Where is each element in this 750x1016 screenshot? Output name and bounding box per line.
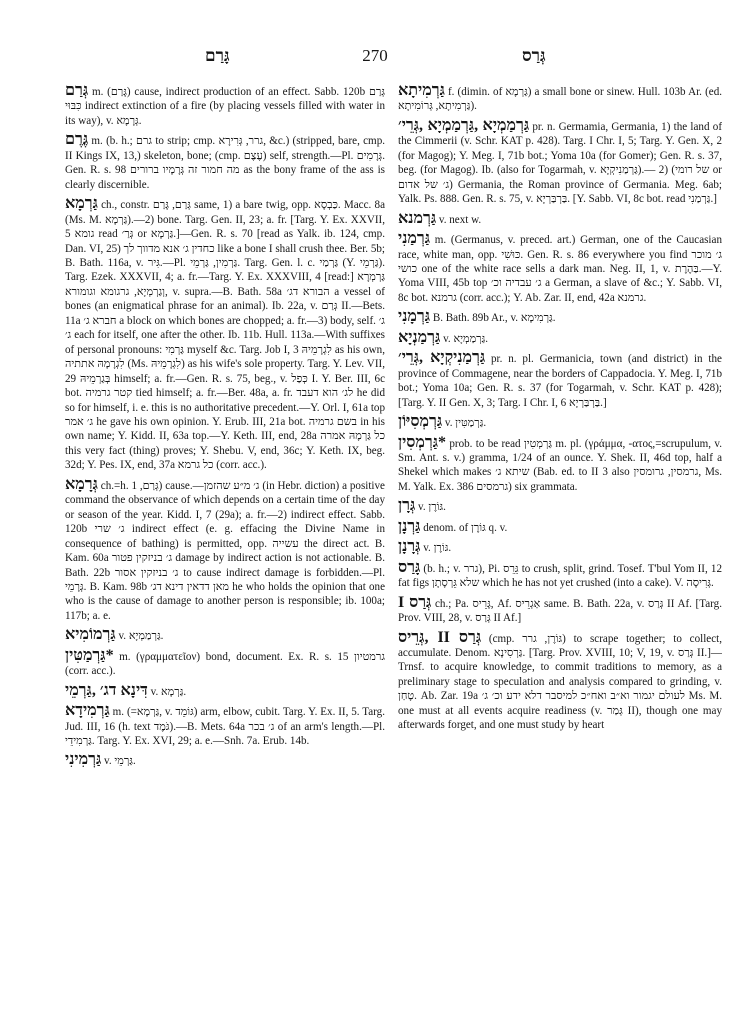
entry-definition: m. (=גַּרְמָא, v. גּוֹמֵד) arm, elbow, cubit. Targ. Y. Ex. II, 5. Targ. Jud. III, 16 (h. text גֹּמֶד).—B. Mets. 64a ג׳ בכר of an arm's length.—Pl. גַּרְמִידֵי. Targ. Y. Ex. XVI, 29; a. e.—Snh. 7a. Erub. 14b. <box>65 706 385 748</box>
dictionary-entry <box>398 328 722 346</box>
dictionary-entry <box>65 197 385 473</box>
entry-headword: *גַּרְמַטִּין <box>65 646 114 664</box>
entry-headword: גְּרַם <box>65 84 89 99</box>
entry-headword: גַּרְמִינִי <box>65 751 102 769</box>
entry-headword: גַּרְמְסִיּוֹן <box>398 413 443 431</box>
page-number: 270 <box>362 46 388 65</box>
entry-definition: ch.; Pa. גָּרֵיס, Af. אַגְרֵיס same. B. Bath. 22a, v. גְּרַס II Af. [Targ. Prov. VIII, 28, v. גְּרַס II Af.] <box>398 597 722 625</box>
dictionary-entry <box>398 209 722 227</box>
dictionary-entry <box>398 593 722 626</box>
dictionary-entry <box>65 681 385 699</box>
entry-headword: גְּרָנָן <box>398 538 421 556</box>
running-header <box>0 46 750 70</box>
dictionary-entry <box>398 116 722 207</box>
dictionary-entry <box>65 628 385 643</box>
entry-headword: גַּרְמוֹמִיא <box>65 626 116 644</box>
entry-definition: v. גַּרְמַמְיָא. <box>443 332 489 345</box>
dictionary-entry <box>398 540 722 555</box>
entry-headword: גַּרְמָא <box>65 195 98 213</box>
entry-definition: v. גַּרְמָא. <box>150 685 187 698</box>
entry-definition: pr. n. Germamia, Germania, 1) the land of the Cimmerii (v. Schr. KAT p. 428). Targ. I Chr. I, 5; Targ. Y. Gen. X, 2 (for Magog); Y. Meg. I, 71b bot.; Yoma 10a (for Gomer); Gen. R. s. 37, beg. (for Magog). Ib. (also for Togarmah, v. גַּרְמַנִיקְיָא).— 2) (של רומי or ג׳ של אדום) Germania, the Roman province of Germania. Meg. 6ab; Yalk. Ps. 888. Gen. R. s. 75, v. בַּרְבַּרְיָא. [Y. Sabb. VI, 8c bot. read גַּרְמַנִי.] <box>398 120 722 206</box>
entry-definition: m. (Germanus, v. preced. art.) German, one of the Caucasian race, white man, opp. כּוּשִׁי. Gen. R. s. 86 everywhere you find ג׳ מוכר כושי one of the white race sells a dark man. Neg. II, 1, v. בַּהֶרֶת.—Y. Yoma VIII, 45b top ג׳ עבדיה וכ׳ a German, a slave of &c.; Y. Sabb. VI, 8c bot. גרמנא (corr. acc.); Y. Ab. Zar. II, end, 42a גרמנא. <box>398 234 722 304</box>
entry-headword: גְּרָן <box>398 497 416 515</box>
left-column <box>65 84 385 1004</box>
entry-definition: m. (γραμματεῖον) bond, document. Ex. R. s. 15 גרמטיון (corr. acc.). <box>65 650 385 678</box>
entry-headword: *גַּרְמְסִין <box>398 433 446 451</box>
entry-headword: גַּרְנָן <box>398 517 421 535</box>
entry-definition: v. גּוֹרֶן. <box>423 542 452 555</box>
entry-definition: v. גַּרְמַטִּין. <box>444 417 487 430</box>
entry-definition: pr. n. pl. Germanicia, town (and district) in the province of Commagene, near the borders of Cappadocia. Y. Meg. I, 71b bot.; Yoma 10a; Gen. R. s. 37 (for Togarmah, v. Schr. KAT p. 428); [Targ. Y. II Gen. X, 3; Targ. I Chr. I, 6 בַּרְבַּרְיָא.] <box>398 353 722 409</box>
entry-headword: גַּרְמַנִי <box>398 230 431 248</box>
dictionary-entry <box>398 84 722 114</box>
entry-headword: גַּרְמִיתָא <box>398 84 445 99</box>
entry-definition: m. (גָּרַם) cause, indirect production of an effect. Sabb. 120b גְּרַם כִּבּוּי indirect extinction of a fire (by placing vessels filled with water in its way), v. גְּרָמָא. <box>65 86 385 127</box>
dictionary-entry <box>65 84 385 128</box>
entry-definition: v. next w. <box>438 213 482 226</box>
header-right-guide-word: גְּרַס <box>522 46 546 65</box>
entry-definition: ch., constr. גְּרַם, גָּרַם same, 1) a bare twig, opp. כַּבְסָא. Macc. 8a (Ms. M. גַּרְמָא).—2) bone. Targ. Gen. II, 23; a. fr. [Targ. Y. Ex. XXVII, 5 גומא read גְּרַ׳ or גַּרְמָא.]—Gen. R. s. 70 [read as Yalk. ib. 124, cmp. Dan. VI, 25) כחדין ג׳ אנא מדווך לך like a bone I shall crush thee. Ber. 5b; B. Bath. 116a, v. גִּיר.—Pl. גַּרְמִין, גַּרְמֵי. Targ. Gen. l. c. גַּרְמַי (Y. גַּרְמֵי). Targ. Ezek. XXXVII, 4; a. fr.—Targ. Y. Ex. XXXVIII, 4 [read:] גַּרְמְרָא וְגַרְמְיָא, גרגומא וגומורא, v. supra.—B. Bath. 58a הבורא דג׳ a vessel of bones (an enigmatical phrase for an animal). Ib. 22a, v. גְּרַם II.—Bets. 11a חברא ג׳ a block on which bones are chopped; a. fr.—3) body, self. ג׳ ג׳ each for itself, one after the other. Ib. 11b. Hull. 113a.—With suffixes of personal pronouns: גַּרְמִי myself &c. Targ. Job I, 3 לִגְרָמֵיהּ as his own, לִגְרָמָהּ אתתיה (Ms. לִגְרָמֵיהּ) as his wife's sole property. Targ. Y. Lev. VII, 29 בְּגַרְמֵיהּ himself; a. fr.—Gen. R. s. 75, beg., v. כְּפַל I. Y. Ber. III, 6c bot. קטר גרמיה tied himself; a. fr.—Ber. 48a, a. fr. לג׳ הוא דעבד he did so for himself, i. e. this is no authoritative precedent.—Y. Orl. I, 61a top ג׳ אמר he gave his own opinion. Y. Erub. III, 21a bot. בשם גרמיה in his own name; Y. Kidd. II, 63a top.—Y. Keth. III, end, 28a כל גַּרְמָהּ אמרה this very fact (thing) proves; Y. Shebu. V, end, 36c; Y. Keth. IX, beg. 32d; Y. Pes. IX, end, 37a כל גרמא (corr. acc.). <box>65 199 385 472</box>
dictionary-entry <box>65 753 385 768</box>
entry-headword: גְּרָמָא <box>65 475 98 493</box>
header-left-guide-word: גָּרַם <box>205 46 230 65</box>
dictionary-entry <box>398 415 722 430</box>
entry-definition: v. גּוֹרֶן. <box>418 501 446 514</box>
entry-headword: גְּרַס I <box>398 593 432 611</box>
dictionary-entry <box>65 475 385 624</box>
right-column <box>398 84 722 1004</box>
entry-headword: גַּרְמַנִיקְיָא ,גְּרֵי׳ <box>398 349 486 367</box>
entry-headword: גַּרְמִידָא <box>65 702 110 720</box>
entry-definition: v. גַּרְמַמְיָא. <box>118 630 164 643</box>
dictionary-entry <box>398 433 722 495</box>
dictionary-entry <box>65 704 385 748</box>
dictionary-entry <box>398 351 722 410</box>
entry-definition: ch.=h. גְּרַם, 1) cause.—ג׳ מ״ע שהזמן (in Hebr. diction) a positive command the observance of which depends on a certain time of the day or season of the year. Kidd. I, 7 (29a); a. fr.—2) indirect effect. Sabb. 120b ג׳ שרי indirect effect (e. g. effacing the Divine Name in consequence of bathing) is permitted, opp. עשייה the direct act. B. Kam. 60a ג׳ בניזקין פטור damage by indirect action is not actionable. B. Bath. 22b ג׳ בניזקין אסור to cause indirect damage is forbidden.—Pl. גְּרָמֵי. B. Kam. 98b מאן דדאין דינא דג׳ he who holds the opinion that one who is the cause of damage to another person is responsible; ib. 100a; 117b; a. e. <box>65 479 385 622</box>
entry-headword: גַּרְמַנְיָא <box>398 328 441 346</box>
dictionary-entry <box>398 517 722 535</box>
dictionary-entry <box>398 628 722 733</box>
entry-headword: גֶּרֶם <box>65 131 89 149</box>
entry-headword: גָּרַס <box>398 558 421 576</box>
entry-headword: גַּרְמָנִי <box>398 308 431 326</box>
entry-definition: prob. to be read גַּרְמְטִין m. pl. (γράμμα, -ατος,=scrupulum, v. Sm. Ant. s. v.) gramma, 1/24 of an ounce. Y. Shek. II, 46d top, half a Shekel which makes שיתא ג׳ (Bab. ed. to II 3 also גרמסין, גרומסין, Ms. M. Yalk. Ex. 386 גרמסים) six grammata. <box>398 437 722 493</box>
entry-definition: f. (dimin. of גַּרְמָא) a small bone or sinew. Hull. 103b Ar. (ed. גַּרְמִיתָא, גְּרוֹמִיתָא). <box>398 86 722 113</box>
entry-headword: דִּינָא דג׳ ,גַּרְמֵי <box>65 681 148 699</box>
dictionary-entry <box>398 499 722 514</box>
entry-definition: denom. of גּוֹרֶן q. v. <box>423 521 508 534</box>
dictionary-entry <box>398 232 722 305</box>
entry-definition: v. גַּרְמֵי. <box>104 755 136 768</box>
dictionary-entry <box>65 646 385 679</box>
entry-headword: גַּרְמַמְיָא ,גַּרְמַמְיָא ,גְּרֵי׳ <box>398 116 530 134</box>
entry-definition: m. (b. h.; גרם to strip; cmp. גרר, גְּרִירָא, &c.) (stripped, bare, cmp. II Kings IX, 13,) skeleton, bone; (cmp. עֶצֶם) self, strength.—Pl. גְּרָמִים. Gen. R. s. 98 מה חמור זה גְּרָמָיו ברורים as the bony frame of the ass is clearly discernible. <box>65 135 385 191</box>
dictionary-entry <box>398 558 722 591</box>
entry-definition: (cmp. גּוֹרֶן, גרר) to scrape together; to collect, accumulate. Denom. גַּרְסִינָא. [Targ. Prov. XVIII, 10; V, 19, v. גְּרַס II.]—Trnsf. to acquire knowledge, to commit traditions to memory, as a preliminary stage to speculation and analysis compared to grinding, v. טָחַן. Ab. Zar. 19a לעולם יגמור וא״ב ואח״כ למיסבר דלא ידע וכ׳ ג׳ Ms. M. one must at all events acquire readiness (v. גְּמַר II), though one may afterwards forget, and one must study by heart <box>398 632 722 732</box>
entry-headword: גַּרְמנא <box>398 209 437 227</box>
entry-definition: (b. h.; v. גרר), Pi. גֵּרֵס to crush, split, grind. Tosef. T'bul Yom II, 12 fat figs שלא גֵּרְסָתָן which he has not yet crushed (into a cake). V. גְּרִיסָה. <box>398 562 722 590</box>
dictionary-entry <box>398 310 722 325</box>
dictionary-entry <box>65 133 385 192</box>
entry-definition: B. Bath. 89b Ar., v. גַּרְמִימָא. <box>432 312 556 325</box>
entry-headword: גְּרַס II ,גְּרֵיס <box>398 628 482 646</box>
